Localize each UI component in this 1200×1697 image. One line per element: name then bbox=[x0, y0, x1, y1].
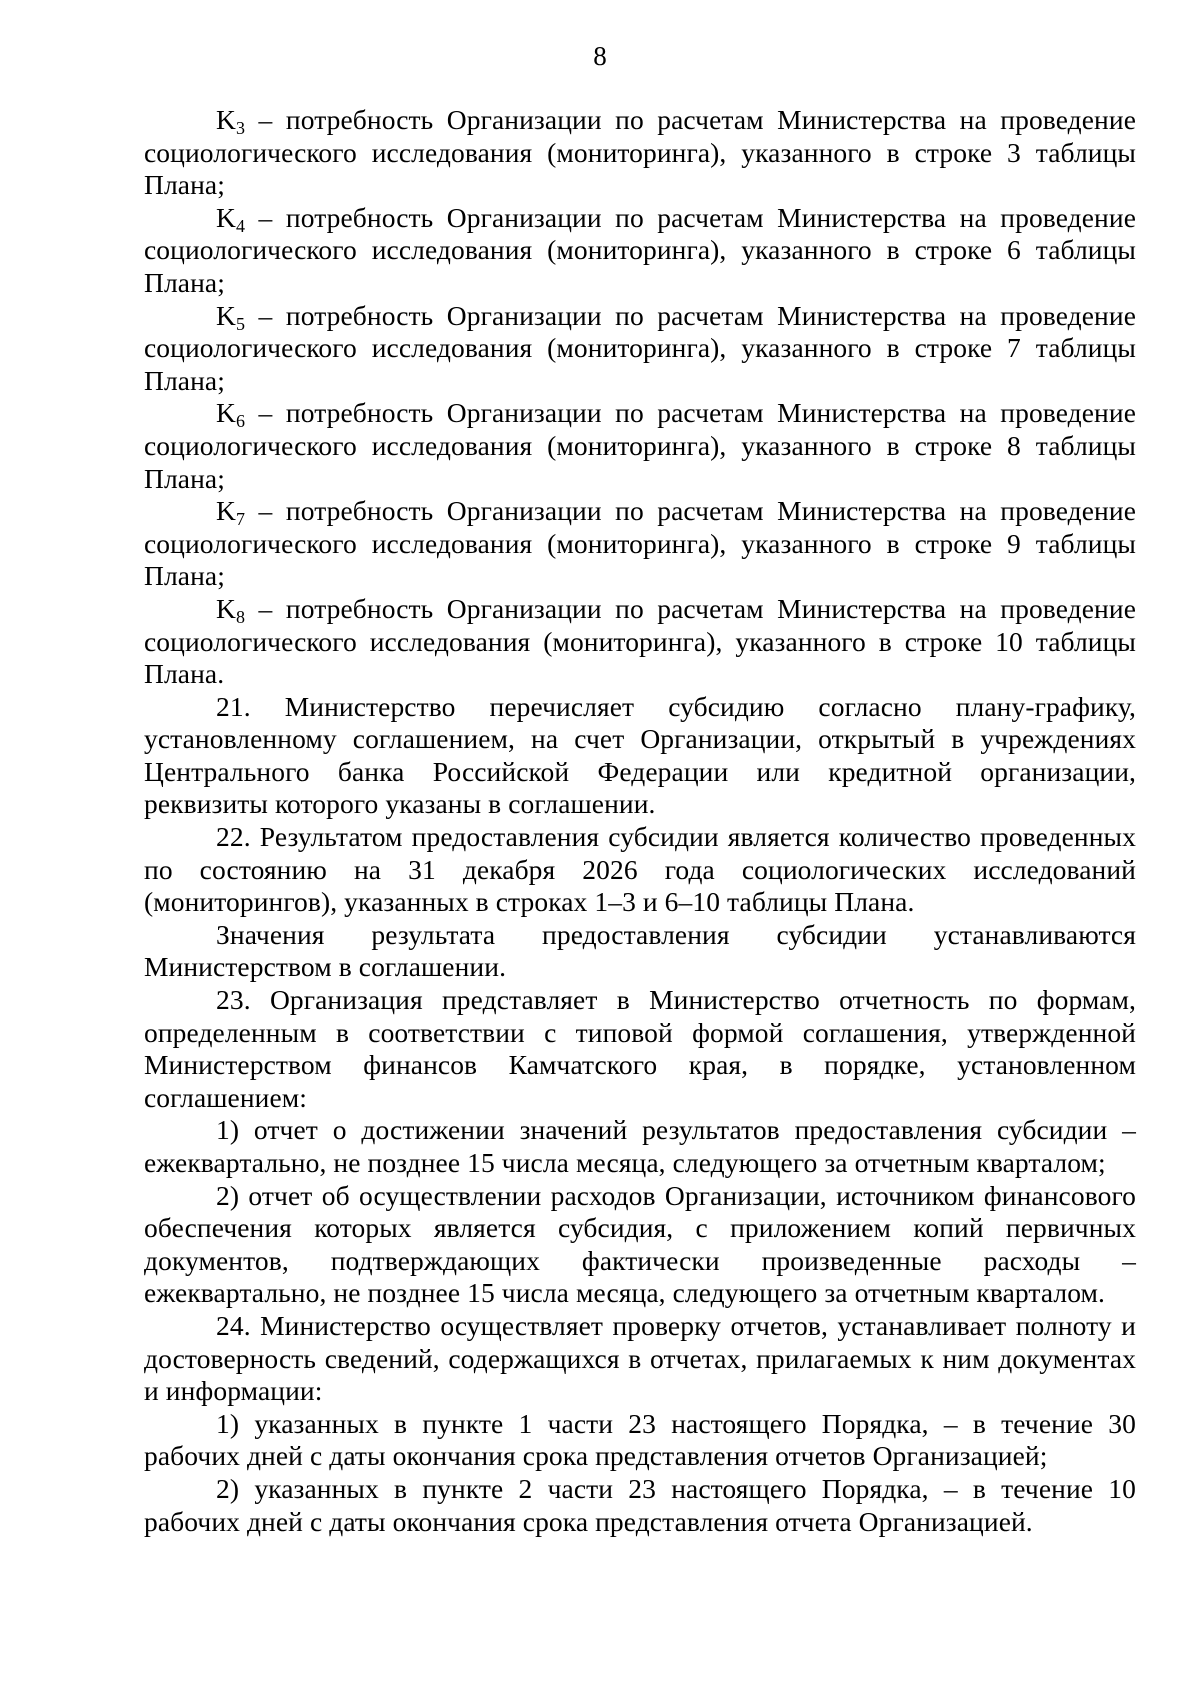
document-body bbox=[144, 104, 1136, 1538]
k3-index: 3 bbox=[235, 118, 246, 138]
k8-index: 8 bbox=[235, 606, 246, 627]
paragraph-24-item-2: 2) указанных в пункте 2 части 23 настоящего Порядка, – в течение 10 рабочих дней с даты окончания срока представления отчета Организацией. bbox=[144, 1472, 1136, 1537]
paragraph-22: 22. Результатом предоставления субсидии является количество проведенных по состоянию на 31 декабря 2026 года социологических исследований (мониторингов), указанных в строках 1–3 и 6–10 таблицы Плана. bbox=[144, 821, 1136, 918]
paragraph-23-item-2: 2) отчет об осуществлении расходов Организации, источником финансового обеспечения которых является субсидия, с приложением копий первичных документов, подтверждающих фактически произведенные расходы – ежеквартально, не позднее 15 числа месяца, следующего за отчетным кварталом. bbox=[144, 1179, 1136, 1309]
k4-index: 4 bbox=[235, 215, 246, 236]
page-number: 8 bbox=[593, 41, 607, 71]
k3-definition: $K_3$ – потребность Организации по расчетам Министерства на проведение социологического исследования (мониторинга), указанного в строке 3 таблицы Плана; bbox=[144, 104, 1136, 201]
k8-definition: $K_8$ – потребность Организации по расчетам Министерства на проведение социологического исследования (мониторинга), указанного в строке 10 таблицы Плана. bbox=[144, 592, 1136, 690]
k4-definition: $K_4$ – потребность Организации по расчетам Министерства на проведение социологического исследования (мониторинга), указанного в строке 6 таблицы Плана; bbox=[144, 201, 1136, 298]
k6-definition: $K_6$ – потребность Организации по расчетам Министерства на проведение социологического исследования (мониторинга), указанного в строке 8 таблицы Плана; bbox=[144, 397, 1136, 494]
paragraph-22-values: Значения результата предоставления субсидии устанавливаются Министерством в соглашении. bbox=[144, 918, 1136, 983]
k7-index: 7 bbox=[235, 509, 246, 530]
k5-index: 5 bbox=[235, 313, 246, 334]
paragraph-23-item-1: 1) отчет о достижении значений результатов предоставления субсидии – ежеквартально, не позднее 15 числа месяца, следующего за отчетным кварталом; bbox=[144, 1114, 1136, 1178]
paragraph-24-item-1: 1) указанных в пункте 1 части 23 настоящего Порядка, – в течение 30 рабочих дней с даты окончания срока представления отчетов Организацией; bbox=[144, 1407, 1136, 1472]
k6-index: 6 bbox=[235, 411, 246, 432]
paragraph-23: 23. Организация представляет в Министерство отчетность по формам, определенным в соответствии с типовой формой соглашения, утвержденной Министерством финансов Камчатского края, в порядке, установленном соглашением: bbox=[144, 984, 1136, 1113]
k7-definition: $K_7$ – потребность Организации по расчетам Министерства на проведение социологического исследования (мониторинга), указанного в строке 9 таблицы Плана; bbox=[144, 495, 1136, 592]
paragraph-24: 24. Министерство осуществляет проверку отчетов, устанавливает полноту и достоверность сведений, содержащихся в отчетах, прилагаемых к ним документах и информации: bbox=[144, 1309, 1136, 1407]
k5-definition: $K_5$ – потребность Организации по расчетам Министерства на проведение социологического исследования (мониторинга), указанного в строке 7 таблицы Плана; bbox=[144, 299, 1136, 396]
paragraph-21: 21. Министерство перечисляет субсидию согласно плану-графику, установленному соглашением, на счет Организации, открытый в учреждениях Центрального банка Российской Федерации или кредитной организации, реквизиты которого указаны в соглашении. bbox=[144, 690, 1136, 820]
